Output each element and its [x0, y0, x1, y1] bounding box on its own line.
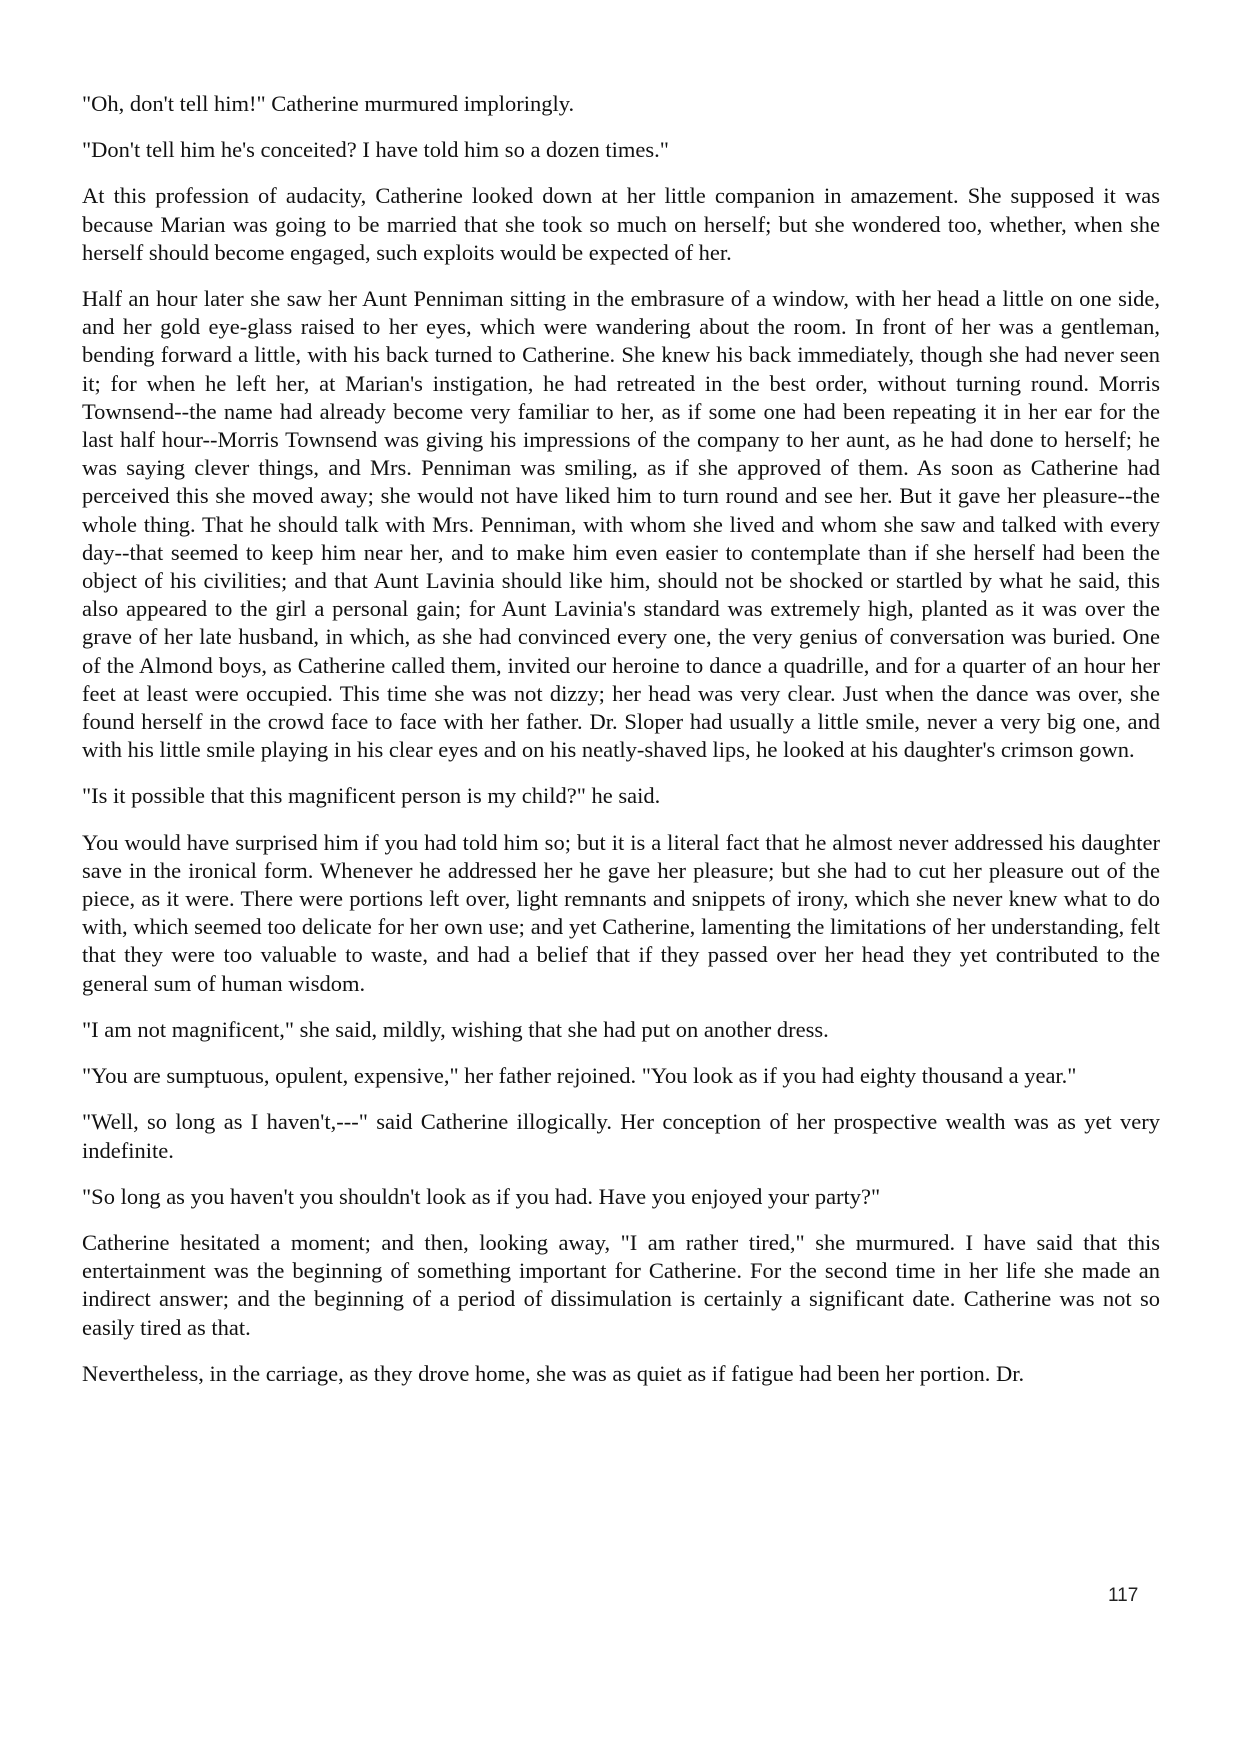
- paragraph: "You are sumptuous, opulent, expensive," her father rejoined. "You look as if you had eighty thousand a year.": [82, 1063, 1077, 1089]
- paragraph: "Oh, don't tell him!" Catherine murmured imploringly.: [82, 91, 575, 116]
- paragraph: "Well, so long as I haven't,---" said Catherine illogically. Her conception of her prospective wealth was as yet very indefinite.: [82, 1109, 1160, 1163]
- paragraph: Catherine hesitated a moment; and then, looking away, "I am rather tired," she murmured. I have said that this entertainment was the beginning of something important for Catherine. For the second time in her life she made an indirect answer; and the beginning of a period of dissimulation is certainly a significant date. Catherine was not so easily tired as that.: [82, 1229, 1160, 1340]
- paragraph: You would have surprised him if you had told him so; but it is a literal fact that he almost never addressed his daughter save in the ironical form. Whenever he addressed her he gave her pleasure; but she had to cut her pleasure out of the piece, as it were. There were portions left over, light remnants and snippets of irony, which she never knew what to do with, which seemed too delicate for her own use; and yet Catherine, lamenting the limitations of her understanding, felt that they were too valuable to waste, and had a belief that if they passed over her head they yet contributed to the general sum of human wisdom.: [82, 829, 1160, 996]
- paragraph: Half an hour later she saw her Aunt Penniman sitting in the embrasure of a window, with her head a little on one side, and her gold eye-glass raised to her eyes, which were wandering about the room. In front of her was a gentleman, bending forward a little, with his back turned to Catherine. She knew his back immediately, though she had never seen it; for when he left her, at Marian's instigation, he had retreated in the best order, without turning round. Morris Townsend--the name had already become very familiar to her, as if some one had been repeating it in her ear for the last half hour--Morris Townsend was giving his impressions of the company to her aunt, as he had done to herself; he was saying clever things, and Mrs. Penniman was smiling, as if she approved of them. As soon as Catherine had perceived this she moved away; she would not have liked him to turn round and see her. But it gave her pleasure--the whole thing. That he should talk with Mrs. Penniman, with whom she lived and whom she saw and talked with every day--that seemed to keep him near her, and to make him even easier to contemplate than if she herself had been the object of his civilities; and that Aunt Lavinia should like him, should not be shocked or startled by what he said, this also appeared to the girl a personal gain; for Aunt Lavinia's standard was extremely high, planted as it was over the grave of her late husband, in which, as she had convinced every one, the very genius of conversation was buried. One of the Almond boys, as Catherine called them, invited our heroine to dance a quadrille, and for a quarter of an hour her feet at least were occupied. This time she was not dizzy; her head was very clear. Just when the dance was over, she found herself in the crowd face to face with her father. Dr. Sloper had usually a little smile, never a very big one, and with his little smile playing in his clear eyes and on his neatly-shaved lips, he looked at his daughter's crimson gown.: [82, 286, 1160, 763]
- page-body: [82, 90, 1160, 1406]
- page-number: 117: [1108, 1585, 1139, 1606]
- paragraph-continued: Nevertheless, in the carriage, as they drove home, she was as quiet as if fatigue had been her portion. Dr.: [82, 1360, 1025, 1386]
- paragraph: "I am not magnificent," she said, mildly, wishing that she had put on another dress.: [82, 1016, 829, 1042]
- paragraph: "So long as you haven't you shouldn't look as if you had. Have you enjoyed your party?": [82, 1183, 881, 1209]
- paragraph: "Is it possible that this magnificent person is my child?" he said.: [82, 783, 661, 809]
- paragraph: "Don't tell him he's conceited? I have told him so a dozen times.": [82, 137, 669, 163]
- paragraph: At this profession of audacity, Catherine looked down at her little companion in amazement. She supposed it was because Marian was going to be married that she took so much on herself; but she wondered too, whether, when she herself should become engaged, such exploits would be expected of her.: [82, 183, 1160, 265]
